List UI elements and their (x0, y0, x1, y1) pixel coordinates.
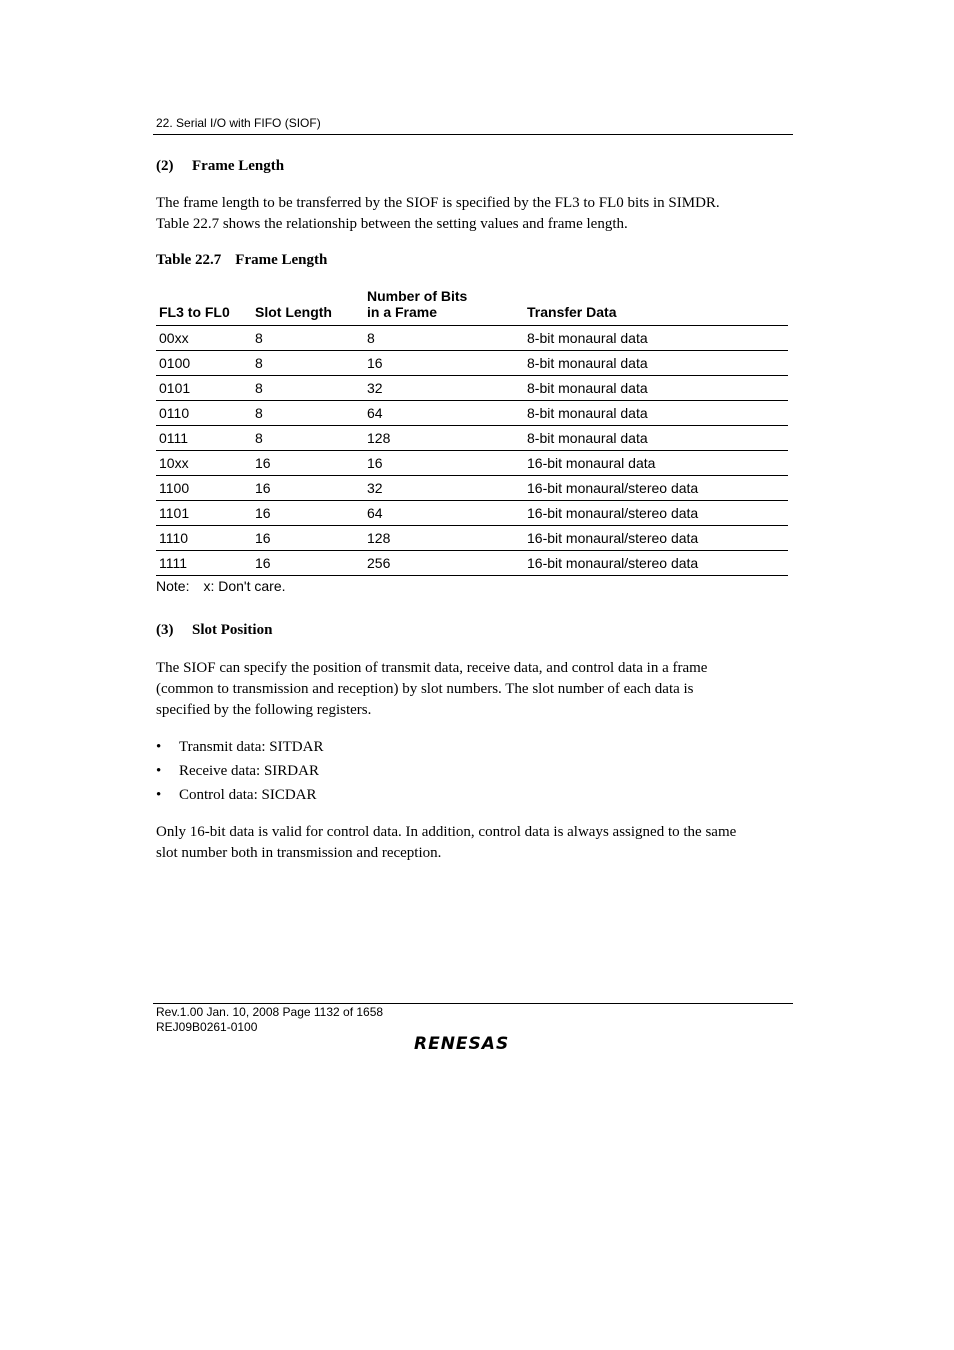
table-note (156, 578, 286, 594)
section-3-title: Slot Position (192, 622, 273, 638)
paragraph-line: Only 16-bit data is valid for control data. In addition, control data is always assigned to the same (156, 824, 737, 840)
cell-transfer-data: 8-bit monaural data (524, 426, 788, 451)
bullet-icon: • (156, 739, 162, 755)
cell-fl: 10xx (156, 451, 252, 476)
paragraph-line: The frame length to be transferred by the SIOF is specified by the FL3 to FL0 bits in SIMDR. (156, 195, 720, 211)
cell-transfer-data: 16-bit monaural/stereo data (524, 501, 788, 526)
table-row (156, 426, 788, 451)
bullet-icon: • (156, 763, 162, 779)
cell-transfer-data: 16-bit monaural data (524, 451, 788, 476)
section-2-heading (156, 158, 284, 175)
column-header-fl: FL3 to FL0 (156, 284, 252, 326)
paragraph-line: Table 22.7 shows the relationship between the setting values and frame length. (156, 216, 628, 232)
list-item-text: Transmit data: SITDAR (179, 739, 324, 755)
column-header-transfer-data: Transfer Data (524, 284, 788, 326)
cell-bits: 128 (364, 526, 524, 551)
footer-rule (153, 1003, 793, 1004)
cell-fl: 1100 (156, 476, 252, 501)
cell-slot-length: 8 (252, 326, 364, 351)
cell-transfer-data: 16-bit monaural/stereo data (524, 551, 788, 576)
cell-fl: 0110 (156, 401, 252, 426)
cell-bits: 64 (364, 401, 524, 426)
cell-bits: 128 (364, 426, 524, 451)
running-header: 22. Serial I/O with FIFO (SIOF) (156, 116, 321, 130)
cell-slot-length: 16 (252, 501, 364, 526)
list-item (156, 785, 323, 809)
table-caption (156, 252, 327, 269)
list-item-text: Receive data: SIRDAR (179, 763, 319, 779)
table-row (156, 451, 788, 476)
table-header-row (156, 284, 788, 326)
footer-doc-number: REJ09B0261-0100 (156, 1020, 258, 1034)
cell-slot-length: 16 (252, 526, 364, 551)
table-row (156, 351, 788, 376)
list-item-text: Control data: SICDAR (179, 787, 317, 803)
table-row (156, 526, 788, 551)
section-3-paragraph-2 (156, 822, 796, 864)
cell-transfer-data: 8-bit monaural data (524, 351, 788, 376)
table-caption-number: Table 22.7 (156, 252, 222, 268)
cell-slot-length: 8 (252, 376, 364, 401)
cell-fl: 0111 (156, 426, 252, 451)
paragraph-line: slot number both in transmission and reception. (156, 845, 442, 861)
note-text: x: Don't care. (203, 578, 286, 594)
table-caption-title: Frame Length (235, 252, 328, 268)
footer-revision: Rev.1.00 Jan. 10, 2008 Page 1132 of 1658 (156, 1005, 384, 1019)
renesas-logo: RENESAS (414, 1034, 510, 1054)
section-3-paragraph (156, 658, 796, 721)
cell-bits: 256 (364, 551, 524, 576)
cell-fl: 0101 (156, 376, 252, 401)
cell-slot-length: 16 (252, 551, 364, 576)
cell-bits: 16 (364, 451, 524, 476)
cell-transfer-data: 8-bit monaural data (524, 376, 788, 401)
cell-bits: 16 (364, 351, 524, 376)
table-row (156, 401, 788, 426)
cell-transfer-data: 8-bit monaural data (524, 401, 788, 426)
section-2-number: (2) (156, 158, 174, 174)
section-3-heading (156, 622, 272, 639)
cell-fl: 0100 (156, 351, 252, 376)
list-item (156, 761, 323, 785)
section-3-number: (3) (156, 622, 174, 638)
paragraph-line: The SIOF can specify the position of transmit data, receive data, and control data in a frame (156, 660, 708, 676)
paragraph-line: (common to transmission and reception) by slot numbers. The slot number of each data is (156, 681, 694, 697)
frame-length-table (156, 284, 788, 576)
cell-slot-length: 8 (252, 401, 364, 426)
section-2-title: Frame Length (192, 158, 285, 174)
note-label: Note: (156, 578, 190, 594)
table-row (156, 376, 788, 401)
cell-bits: 32 (364, 376, 524, 401)
cell-bits: 8 (364, 326, 524, 351)
column-header-slot-length: Slot Length (252, 284, 364, 326)
table-row (156, 501, 788, 526)
table-row (156, 476, 788, 501)
cell-bits: 64 (364, 501, 524, 526)
cell-transfer-data: 16-bit monaural/stereo data (524, 476, 788, 501)
list-item (156, 737, 323, 761)
cell-fl: 1101 (156, 501, 252, 526)
cell-slot-length: 16 (252, 451, 364, 476)
cell-slot-length: 16 (252, 476, 364, 501)
cell-fl: 00xx (156, 326, 252, 351)
header-line: in a Frame (367, 304, 438, 320)
table-row (156, 326, 788, 351)
cell-fl: 1110 (156, 526, 252, 551)
column-header-number-of-bits (364, 284, 524, 326)
section-2-paragraph (156, 193, 796, 235)
cell-fl: 1111 (156, 551, 252, 576)
cell-slot-length: 8 (252, 351, 364, 376)
cell-transfer-data: 8-bit monaural data (524, 326, 788, 351)
cell-transfer-data: 16-bit monaural/stereo data (524, 526, 788, 551)
paragraph-line: specified by the following registers. (156, 702, 372, 718)
header-line: Number of Bits (367, 288, 468, 304)
table-row (156, 551, 788, 576)
cell-slot-length: 8 (252, 426, 364, 451)
bullet-icon: • (156, 787, 162, 803)
register-list (156, 737, 323, 809)
cell-bits: 32 (364, 476, 524, 501)
header-rule (153, 134, 793, 135)
